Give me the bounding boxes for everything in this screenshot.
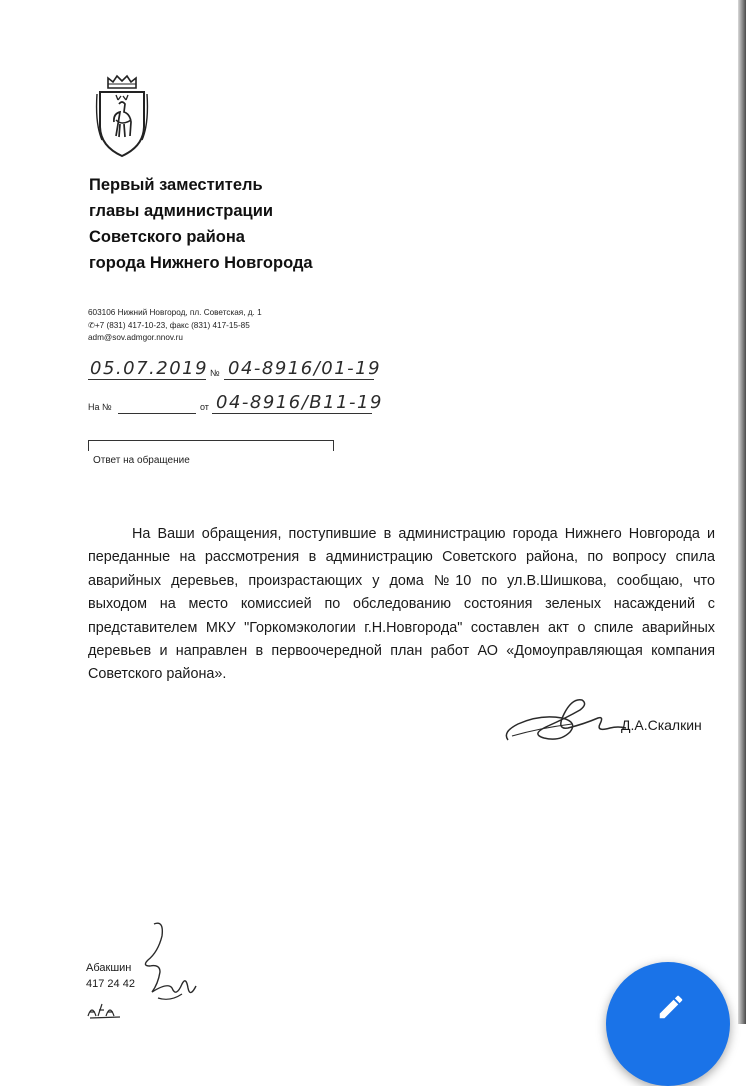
reference-from-label: от bbox=[200, 402, 209, 412]
email-line: adm@sov.admgor.nnov.ru bbox=[88, 333, 183, 342]
executor-phone: 417 24 42 bbox=[86, 978, 135, 990]
executor-name: Абакшин bbox=[86, 962, 132, 974]
address-line: 603106 Нижний Новгород, пл. Советская, д. 1 bbox=[88, 308, 262, 317]
reference-registration bbox=[88, 392, 388, 418]
phone-line: ✆+7 (831) 417-10-23, факс (831) 417-15-85 bbox=[88, 320, 250, 330]
page-edge-shadow bbox=[738, 0, 746, 1024]
sender-title-line: Первый заместитель bbox=[89, 176, 263, 194]
edit-fab-button[interactable] bbox=[606, 962, 730, 1086]
number-label: № bbox=[210, 368, 220, 378]
sender-title-line: главы администрации bbox=[89, 202, 273, 220]
pencil-icon bbox=[656, 992, 686, 1022]
reference-number: 04-8916/В11-19 bbox=[216, 392, 383, 413]
signer-name: Д.А.Скалкин bbox=[621, 717, 702, 733]
reference-label: На № bbox=[88, 402, 112, 412]
subject-bracket bbox=[88, 440, 334, 441]
signature-image bbox=[500, 688, 630, 758]
coat-of-arms-icon bbox=[94, 74, 150, 158]
executor-info bbox=[86, 960, 135, 992]
outgoing-registration bbox=[88, 358, 388, 384]
sender-title-line: города Нижнего Новгорода bbox=[89, 254, 313, 272]
outgoing-date: 05.07.2019 bbox=[90, 358, 209, 379]
letter-body: На Ваши обращения, поступившие в администрацию города Нижнего Новгорода и переданные на рассмотрения в администрацию Советского района, по вопросу спила аварийных деревьев, произрастающих у дома №10 по ул.В.Шишкова, сообщаю, что выходом на место комиссией по обследованию состояния зеленых насаждений с представителем МКУ "Горкомэкологии г.Н.Новгорода" составлен акт о спиле аварийных деревьев и направлен в первоочередной план работ АО «Домоуправляющая компания Советского района». bbox=[88, 526, 715, 683]
sender-address bbox=[88, 307, 262, 345]
executor-signature-image bbox=[138, 922, 198, 1012]
sender-title bbox=[89, 172, 313, 276]
executor-initials-image bbox=[86, 1000, 126, 1020]
subject-line: Ответ на обращение bbox=[93, 455, 190, 466]
outgoing-number: 04-8916/01-19 bbox=[228, 358, 382, 379]
sender-title-line: Советского района bbox=[89, 228, 245, 246]
